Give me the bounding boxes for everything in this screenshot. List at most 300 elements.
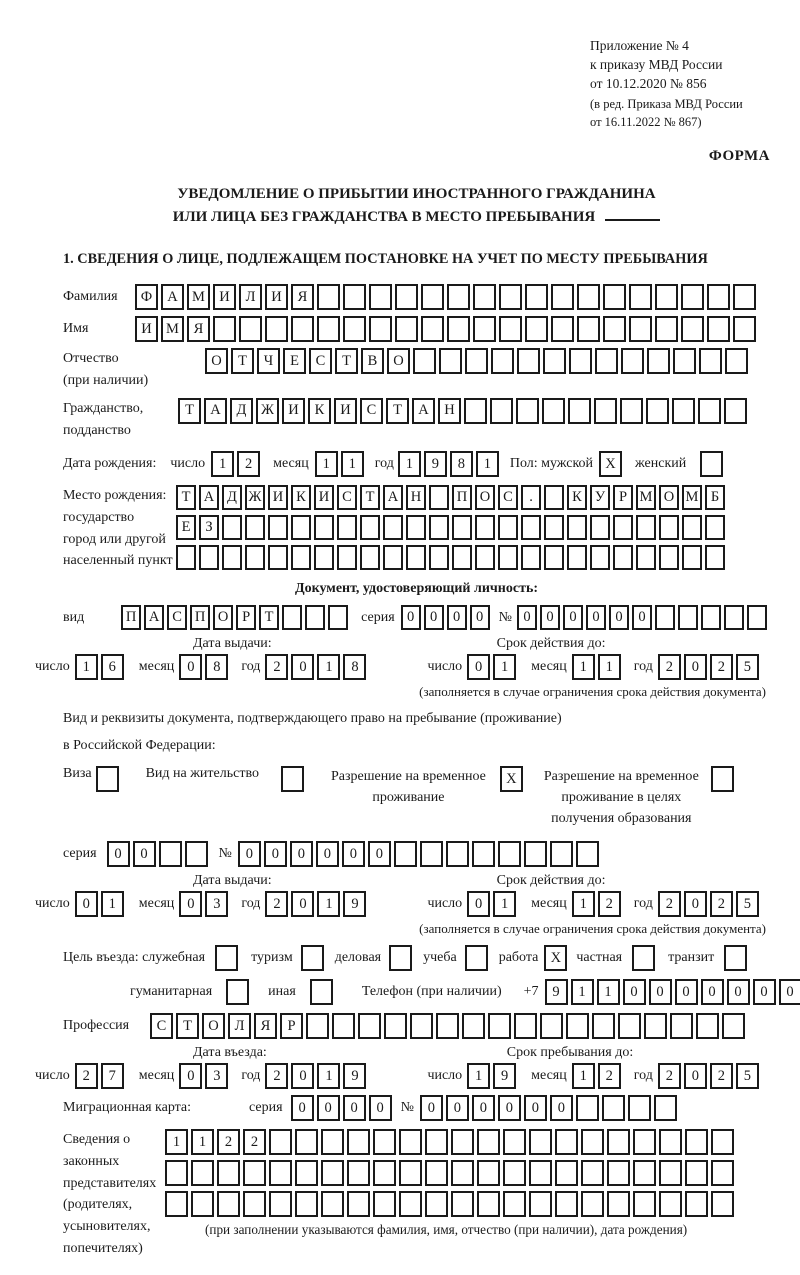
char-cell <box>699 348 722 374</box>
char-cell: 2 <box>237 451 260 477</box>
rvp-issue-day-boxes <box>75 891 127 917</box>
char-cell <box>490 398 513 424</box>
char-cell <box>343 316 366 342</box>
char-cell <box>268 545 288 570</box>
char-cell <box>373 1191 396 1217</box>
entry-year-boxes <box>265 1063 369 1089</box>
char-cell: 0 <box>133 841 156 867</box>
char-cell <box>733 316 756 342</box>
char-cell <box>421 284 444 310</box>
char-cell <box>724 398 747 424</box>
char-cell: 1 <box>315 451 338 477</box>
rvp-issue-year-boxes <box>265 891 369 917</box>
char-cell: 0 <box>623 979 646 1005</box>
char-cell <box>425 1160 448 1186</box>
char-cell: Т <box>259 605 279 630</box>
char-cell: Я <box>291 284 314 310</box>
birthplace-boxes-row2 <box>176 515 728 540</box>
char-cell <box>399 1129 422 1155</box>
char-cell <box>499 284 522 310</box>
title-blank-line <box>605 219 660 221</box>
char-cell: 8 <box>205 654 228 680</box>
char-cell <box>724 945 747 971</box>
char-cell: Ч <box>257 348 280 374</box>
stay-year-boxes <box>658 1063 762 1089</box>
char-cell: 9 <box>343 1063 366 1089</box>
char-cell <box>681 316 704 342</box>
char-cell <box>465 945 488 971</box>
rvp-valid-year-boxes <box>658 891 762 917</box>
rvp-issue-month-boxes <box>179 891 231 917</box>
guardians-boxes-row2 <box>165 1160 737 1186</box>
char-cell: 1 <box>572 654 595 680</box>
birthplace-label: Место рождения: государство город или другой населенный пункт <box>63 488 173 569</box>
char-cell: 1 <box>398 451 421 477</box>
char-cell <box>705 545 725 570</box>
birth-day-boxes <box>211 451 263 477</box>
char-cell <box>395 316 418 342</box>
char-cell <box>633 1160 656 1186</box>
char-cell: 0 <box>291 1063 314 1089</box>
char-cell <box>447 316 470 342</box>
char-cell: 1 <box>571 979 594 1005</box>
guardians-boxes-row1 <box>165 1129 737 1155</box>
char-cell: 0 <box>779 979 800 1005</box>
char-cell <box>603 316 626 342</box>
annex-block <box>590 36 770 132</box>
char-cell: 2 <box>265 654 288 680</box>
char-cell: 2 <box>658 891 681 917</box>
char-cell: А <box>199 485 219 510</box>
char-cell <box>636 515 656 540</box>
birth-year-boxes <box>398 451 502 477</box>
char-cell: 0 <box>424 605 444 630</box>
char-cell: Н <box>406 485 426 510</box>
char-cell <box>317 316 340 342</box>
char-cell: М <box>682 485 702 510</box>
char-cell <box>452 515 472 540</box>
char-cell: Т <box>360 485 380 510</box>
char-cell: 1 <box>191 1129 214 1155</box>
field-citizenship <box>63 398 770 441</box>
char-cell: 2 <box>243 1129 266 1155</box>
char-cell: Ф <box>135 284 158 310</box>
char-cell <box>629 316 652 342</box>
char-cell <box>659 1160 682 1186</box>
char-cell: И <box>282 398 305 424</box>
temp-residence-label: Разрешение на временное проживание <box>330 769 486 806</box>
char-cell <box>310 979 333 1005</box>
title-line-1: УВЕДОМЛЕНИЕ О ПРИБЫТИИ ИНОСТРАННОГО ГРАЖДАНИНА <box>177 185 656 202</box>
char-cell <box>213 316 236 342</box>
char-cell: 0 <box>675 979 698 1005</box>
char-cell: О <box>387 348 410 374</box>
char-cell <box>321 1160 344 1186</box>
char-cell <box>477 1160 500 1186</box>
char-cell <box>314 515 334 540</box>
char-cell <box>636 545 656 570</box>
char-cell <box>711 1160 734 1186</box>
char-cell <box>269 1160 292 1186</box>
char-cell <box>222 545 242 570</box>
char-cell: 0 <box>684 1063 707 1089</box>
surname-label: Фамилия <box>63 289 118 305</box>
patronymic-label: Отчество (при наличии) <box>63 351 149 389</box>
phone-label: Телефон (при наличии) <box>361 984 502 1000</box>
char-cell: Р <box>613 485 633 510</box>
char-cell <box>607 1160 630 1186</box>
char-cell: 3 <box>205 891 228 917</box>
char-cell <box>628 1095 651 1121</box>
char-cell: 2 <box>710 1063 733 1089</box>
char-cell <box>291 316 314 342</box>
char-cell: 1 <box>493 654 516 680</box>
char-cell: Т <box>178 398 201 424</box>
char-cell: 0 <box>238 841 261 867</box>
purpose-business-checkbox <box>389 945 415 971</box>
residence-doc-text-2: в Российской Федерации: <box>63 738 216 754</box>
migration-card-label: Миграционная карта: <box>63 1100 192 1116</box>
char-cell <box>576 841 599 867</box>
char-cell: 0 <box>291 1095 314 1121</box>
char-cell: О <box>202 1013 225 1039</box>
sex-male-checkbox <box>599 451 625 477</box>
char-cell: К <box>567 485 587 510</box>
char-cell: Н <box>438 398 461 424</box>
char-cell: 0 <box>179 1063 202 1089</box>
char-cell <box>305 605 325 630</box>
char-cell <box>517 348 540 374</box>
entry-month-boxes <box>179 1063 231 1089</box>
char-cell <box>473 316 496 342</box>
char-cell <box>577 316 600 342</box>
char-cell <box>540 1013 563 1039</box>
char-cell <box>590 545 610 570</box>
char-cell <box>529 1191 552 1217</box>
rvp-issue-caption: Дата выдачи: <box>193 873 272 889</box>
char-cell <box>439 348 462 374</box>
char-cell <box>337 515 357 540</box>
annex-revision <box>590 96 770 132</box>
temp-edu-label: Разрешение на временное проживание в целях получения образования <box>543 769 699 827</box>
sex-male-label: Пол: мужской <box>509 456 594 472</box>
char-cell <box>700 451 723 477</box>
char-cell: 5 <box>736 1063 759 1089</box>
visa-checkbox <box>96 766 122 792</box>
char-cell: 0 <box>316 841 339 867</box>
char-cell: 0 <box>317 1095 340 1121</box>
doc-dates: число 1 6 месяц 0 8 год 2 0 1 8 число 0 1 месяц 1 1 год 2 0 2 5 <box>35 654 770 680</box>
char-cell: Т <box>231 348 254 374</box>
char-cell <box>282 605 302 630</box>
char-cell <box>451 1160 474 1186</box>
char-cell: 0 <box>684 654 707 680</box>
char-cell: Р <box>280 1013 303 1039</box>
char-cell: 2 <box>598 1063 621 1089</box>
title-line-2: ИЛИ ЛИЦА БЕЗ ГРАЖДАНСТВА В МЕСТО ПРЕБЫВАНИЯ <box>63 206 770 229</box>
char-cell <box>451 1191 474 1217</box>
char-cell: Е <box>176 515 196 540</box>
char-cell <box>711 1129 734 1155</box>
char-cell: О <box>475 485 495 510</box>
char-cell <box>465 348 488 374</box>
char-cell <box>222 515 242 540</box>
char-cell: 9 <box>424 451 447 477</box>
char-cell: 2 <box>710 891 733 917</box>
field-name <box>63 316 770 342</box>
char-cell: И <box>268 485 288 510</box>
char-cell <box>529 1129 552 1155</box>
char-cell <box>243 1191 266 1217</box>
char-cell <box>295 1160 318 1186</box>
char-cell <box>592 1013 615 1039</box>
char-cell: 0 <box>498 1095 521 1121</box>
char-cell: 0 <box>472 1095 495 1121</box>
char-cell <box>498 841 521 867</box>
char-cell: 6 <box>101 654 124 680</box>
char-cell: 1 <box>101 891 124 917</box>
char-cell <box>620 398 643 424</box>
char-cell <box>425 1129 448 1155</box>
char-cell <box>566 1013 589 1039</box>
char-cell <box>633 1129 656 1155</box>
char-cell <box>581 1160 604 1186</box>
char-cell: 3 <box>205 1063 228 1089</box>
doc-issue-day-boxes <box>75 654 127 680</box>
annex-line: от 10.12.2020 № 856 <box>590 76 707 92</box>
char-cell <box>314 545 334 570</box>
char-cell <box>358 1013 381 1039</box>
stay-month-boxes <box>572 1063 624 1089</box>
char-cell <box>473 284 496 310</box>
char-cell: С <box>498 485 518 510</box>
char-cell: 2 <box>265 1063 288 1089</box>
char-cell: Я <box>254 1013 277 1039</box>
char-cell: А <box>383 485 403 510</box>
doc-valid-note: (заполняется в случае ограничения срока действия документа) <box>419 684 766 700</box>
char-cell <box>725 348 748 374</box>
char-cell <box>682 515 702 540</box>
sex-female-checkbox <box>700 451 726 477</box>
char-cell: 0 <box>609 605 629 630</box>
doc-valid-month-boxes <box>572 654 624 680</box>
char-cell: 2 <box>710 654 733 680</box>
char-cell <box>477 1129 500 1155</box>
char-cell <box>395 284 418 310</box>
char-cell: К <box>291 485 311 510</box>
char-cell: И <box>334 398 357 424</box>
char-cell: 0 <box>467 654 490 680</box>
char-cell: 0 <box>369 1095 392 1121</box>
surname-boxes <box>135 284 759 310</box>
char-cell: 0 <box>75 891 98 917</box>
char-cell <box>629 284 652 310</box>
field-birth-date: Дата рождения: число 1 2 месяц 1 1 год 1 9 8 1 Пол: мужской X женский <box>63 451 770 477</box>
char-cell: 2 <box>658 654 681 680</box>
char-cell <box>328 605 348 630</box>
rvp-series-boxes <box>107 841 211 867</box>
doc-valid-day-boxes <box>467 654 519 680</box>
rvp-dates: число 0 1 месяц 0 3 год 2 0 1 9 число 0 1 месяц 1 2 год 2 0 2 5 <box>35 891 770 917</box>
char-cell <box>265 316 288 342</box>
stay-until-caption: Срок пребывания до: <box>506 1045 634 1061</box>
char-cell <box>594 398 617 424</box>
field-doc-type: вид П А С П О Р Т серия 0 0 0 0 № 0 0 0 0 0 0 <box>63 605 770 630</box>
annex-line: Приложение № 4 <box>590 38 689 53</box>
char-cell <box>551 284 574 310</box>
char-cell <box>332 1013 355 1039</box>
form-label: ФОРМА <box>708 147 770 164</box>
char-cell: Л <box>228 1013 251 1039</box>
char-cell <box>475 545 495 570</box>
entry-day-boxes <box>75 1063 127 1089</box>
doc-number-boxes <box>517 605 770 630</box>
char-cell: М <box>187 284 210 310</box>
char-cell: О <box>205 348 228 374</box>
char-cell: 0 <box>291 891 314 917</box>
char-cell: Т <box>386 398 409 424</box>
char-cell <box>499 316 522 342</box>
char-cell <box>655 605 675 630</box>
char-cell <box>369 316 392 342</box>
char-cell <box>199 545 219 570</box>
char-cell <box>96 766 119 792</box>
char-cell: 1 <box>211 451 234 477</box>
birthplace-rows <box>176 485 728 575</box>
char-cell: 0 <box>291 654 314 680</box>
char-cell: X <box>500 766 523 792</box>
char-cell: М <box>161 316 184 342</box>
char-cell <box>347 1129 370 1155</box>
char-cell: Д <box>222 485 242 510</box>
char-cell: А <box>204 398 227 424</box>
purpose-official-checkbox <box>215 945 241 971</box>
char-cell <box>389 945 412 971</box>
rvp-valid-note: (заполняется в случае ограничения срока действия документа) <box>419 921 766 937</box>
char-cell <box>176 545 196 570</box>
char-cell <box>567 545 587 570</box>
entry-dates-captions <box>63 1045 770 1061</box>
char-cell: С <box>167 605 187 630</box>
char-cell: 0 <box>517 605 537 630</box>
char-cell <box>498 545 518 570</box>
char-cell <box>568 398 591 424</box>
char-cell <box>321 1191 344 1217</box>
char-cell <box>550 841 573 867</box>
char-cell <box>498 515 518 540</box>
guardians-boxes-row3 <box>165 1191 737 1217</box>
char-cell: Ж <box>256 398 279 424</box>
char-cell: О <box>659 485 679 510</box>
rvp-dates-captions <box>63 873 770 889</box>
char-cell: И <box>265 284 288 310</box>
char-cell: 0 <box>632 605 652 630</box>
char-cell: 1 <box>597 979 620 1005</box>
char-cell: 1 <box>317 891 340 917</box>
char-cell <box>399 1191 422 1217</box>
char-cell <box>413 348 436 374</box>
id-doc-heading: Документ, удостоверяющий личность: <box>294 581 539 597</box>
char-cell <box>394 841 417 867</box>
char-cell: 2 <box>217 1129 240 1155</box>
char-cell: 1 <box>493 891 516 917</box>
char-cell: 2 <box>658 1063 681 1089</box>
char-cell <box>475 515 495 540</box>
char-cell <box>421 316 444 342</box>
char-cell: 1 <box>572 1063 595 1089</box>
char-cell <box>269 1191 292 1217</box>
char-cell <box>632 945 655 971</box>
char-cell: 0 <box>179 891 202 917</box>
char-cell <box>360 515 380 540</box>
doc-valid-year-boxes <box>658 654 762 680</box>
char-cell: 0 <box>540 605 560 630</box>
char-cell <box>488 1013 511 1039</box>
char-cell <box>681 284 704 310</box>
char-cell <box>544 515 564 540</box>
char-cell <box>215 945 238 971</box>
char-cell: 1 <box>476 451 499 477</box>
purpose-study-checkbox <box>465 945 491 971</box>
char-cell <box>555 1160 578 1186</box>
char-cell <box>613 545 633 570</box>
char-cell: . <box>521 485 541 510</box>
char-cell: 5 <box>736 891 759 917</box>
char-cell <box>613 515 633 540</box>
field-purpose: Цель въезда: служебная туризм деловая учеба работа X частная транзит <box>63 945 770 971</box>
char-cell: 2 <box>75 1063 98 1089</box>
char-cell <box>747 605 767 630</box>
purpose-tourism-checkbox <box>301 945 327 971</box>
field-profession <box>63 1013 770 1039</box>
doc-type-boxes <box>121 605 351 630</box>
doc-valid-caption: Срок действия до: <box>496 636 606 652</box>
char-cell <box>464 398 487 424</box>
char-cell <box>429 515 449 540</box>
char-cell <box>343 284 366 310</box>
guardians-rows <box>165 1129 737 1238</box>
char-cell <box>514 1013 537 1039</box>
char-cell: С <box>309 348 332 374</box>
rvp-valid-caption: Срок действия до: <box>496 873 606 889</box>
birthplace-boxes-row3 <box>176 545 728 570</box>
char-cell <box>607 1191 630 1217</box>
char-cell <box>646 398 669 424</box>
char-cell: К <box>308 398 331 424</box>
char-cell <box>670 1013 693 1039</box>
temp-edu-checkbox <box>711 766 737 792</box>
char-cell: А <box>412 398 435 424</box>
char-cell: 0 <box>447 605 467 630</box>
char-cell <box>239 316 262 342</box>
char-cell <box>226 979 249 1005</box>
char-cell: П <box>452 485 472 510</box>
char-cell <box>577 284 600 310</box>
char-cell <box>576 1095 599 1121</box>
name-label: Имя <box>63 321 89 337</box>
char-cell <box>701 605 721 630</box>
char-cell <box>406 515 426 540</box>
char-cell <box>733 284 756 310</box>
char-cell: В <box>361 348 384 374</box>
char-cell: 0 <box>649 979 672 1005</box>
char-cell <box>268 515 288 540</box>
patronymic-boxes <box>205 348 751 374</box>
char-cell: Д <box>230 398 253 424</box>
char-cell: 1 <box>317 1063 340 1089</box>
char-cell: X <box>599 451 622 477</box>
profession-label: Профессия <box>63 1018 130 1034</box>
